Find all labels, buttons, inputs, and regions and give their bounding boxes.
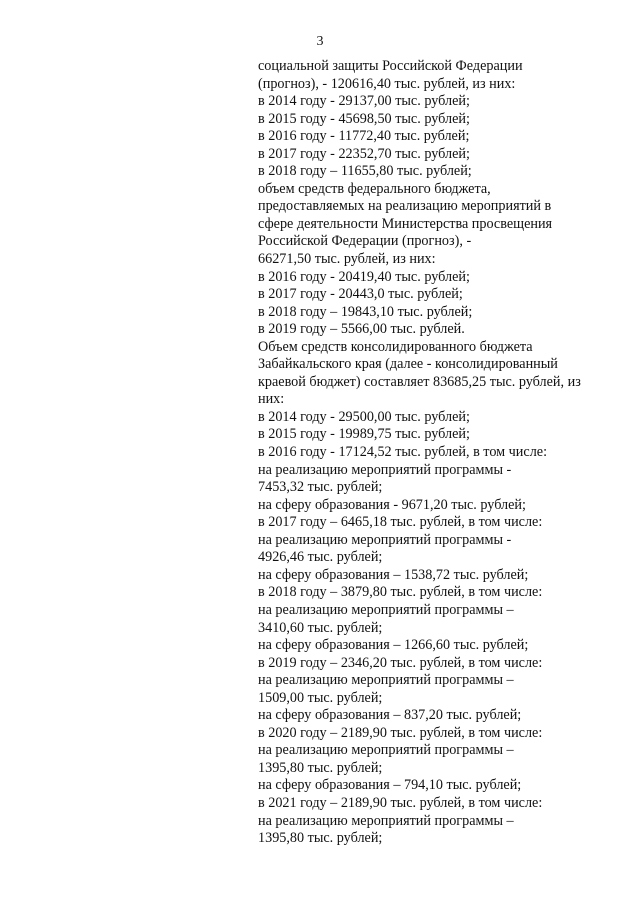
text-line: на сферу образования – 1266,60 тыс. рублей; [258,637,529,654]
text-line: в 2019 году – 5566,00 тыс. рублей. [258,321,465,338]
text-line: в 2017 году – 6465,18 тыс. рублей, в том числе: [258,514,543,531]
text-line: 66271,50 тыс. рублей, из них: [258,251,436,268]
text-line: сфере деятельности Министерства просвещения [258,215,553,232]
text-line: Забайкальского края (далее - консолидированный [258,356,558,373]
text-line: на сферу образования – 794,10 тыс. рублей; [258,777,522,794]
text-line: на сферу образования - 9671,20 тыс. рублей; [258,496,526,513]
text-line: в 2016 году - 11772,40 тыс. рублей; [258,128,470,145]
text-line: 1395,80 тыс. рублей; [258,830,383,847]
document-body [258,58,618,848]
text-line: на реализацию мероприятий программы – [258,601,514,618]
text-line: (прогноз), - 120616,40 тыс. рублей, из них: [258,75,516,92]
text-line: 1509,00 тыс. рублей; [258,689,383,706]
text-line: 4926,46 тыс. рублей; [258,549,383,566]
text-line: на реализацию мероприятий программы – [258,742,514,759]
text-line: в 2015 году - 45698,50 тыс. рублей; [258,110,470,127]
text-line: краевой бюджет) составляет 83685,25 тыс. рублей, из [258,373,581,390]
text-line: Объем средств консолидированного бюджета [258,338,533,355]
text-line: в 2018 году – 19843,10 тыс. рублей; [258,303,473,320]
text-line: в 2017 году - 22352,70 тыс. рублей; [258,145,470,162]
text-line: в 2016 году - 17124,52 тыс. рублей, в том числе: [258,444,548,461]
text-line: в 2014 году - 29500,00 тыс. рублей; [258,408,470,425]
text-line: в 2017 году - 20443,0 тыс. рублей; [258,286,463,303]
page-number: 3 [316,34,324,49]
text-line: на сферу образования – 1538,72 тыс. рублей; [258,566,529,583]
text-line: на сферу образования – 837,20 тыс. рублей; [258,707,522,724]
text-line: 3410,60 тыс. рублей; [258,619,383,636]
text-line: 7453,32 тыс. рублей; [258,479,383,496]
text-line: предоставляемых на реализацию мероприятий в [258,198,552,215]
text-line: в 2021 году – 2189,90 тыс. рублей, в том числе: [258,794,543,811]
text-line: на реализацию мероприятий программы - [258,531,512,548]
text-line: в 2018 году – 11655,80 тыс. рублей; [258,163,472,180]
text-line: в 2015 году - 19989,75 тыс. рублей; [258,426,470,443]
text-line: социальной защиты Российской Федерации [258,58,523,74]
text-line: в 2016 году - 20419,40 тыс. рублей; [258,268,470,285]
text-line: в 2014 году - 29137,00 тыс. рублей; [258,93,470,110]
text-line: Российской Федерации (прогноз), - [258,233,472,250]
text-line: объем средств федерального бюджета, [258,180,491,197]
text-line: на реализацию мероприятий программы – [258,812,514,829]
text-line: на реализацию мероприятий программы - [258,461,512,478]
text-line: на реализацию мероприятий программы – [258,672,514,689]
text-line: в 2019 году – 2346,20 тыс. рублей, в том числе: [258,654,543,671]
text-line: них: [258,391,285,408]
text-line: в 2018 году – 3879,80 тыс. рублей, в том числе: [258,584,543,601]
text-line: 1395,80 тыс. рублей; [258,759,383,776]
text-line: в 2020 году – 2189,90 тыс. рублей, в том числе: [258,724,543,741]
